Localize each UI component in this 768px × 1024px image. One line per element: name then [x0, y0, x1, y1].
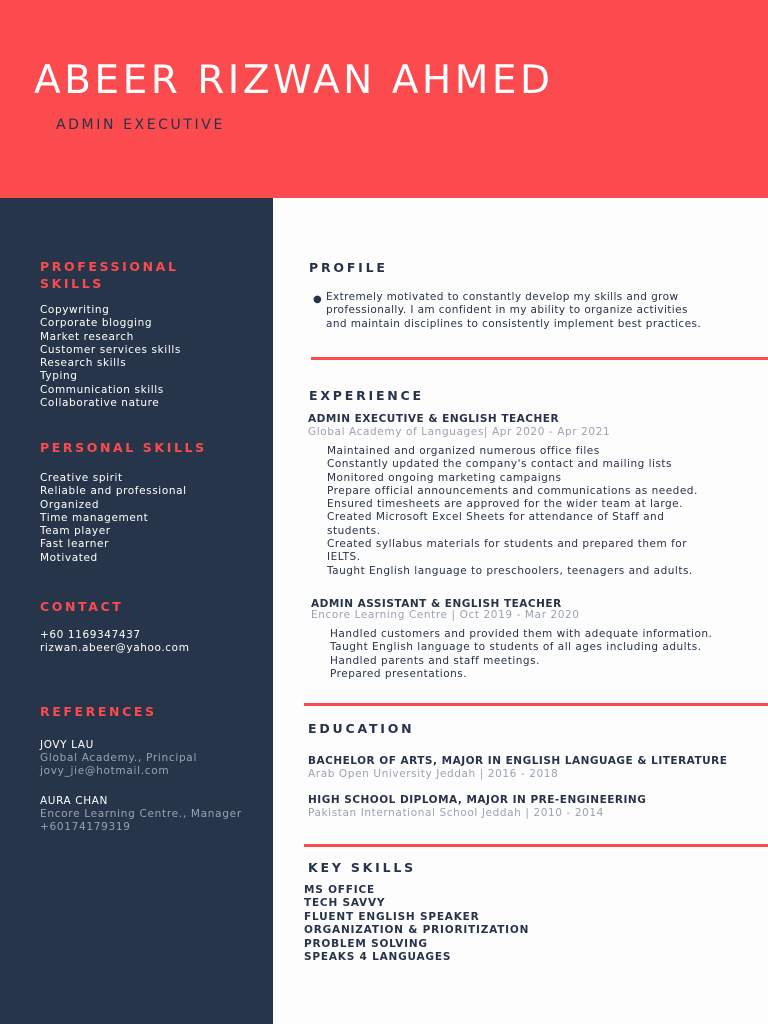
section-divider: [311, 357, 768, 360]
list-item: Reliable and professional: [40, 485, 187, 498]
list-item: Motivated: [40, 551, 98, 564]
list-item: FLUENT ENGLISH SPEAKER: [304, 910, 480, 923]
list-item: Handled parents and staff meetings.: [330, 654, 540, 667]
list-item: Corporate blogging: [40, 317, 153, 330]
section-divider: [304, 703, 768, 706]
key-skills-list: [304, 884, 529, 964]
list-item: Constantly updated the company's contact and mailing lists: [327, 458, 673, 471]
reference-name: JOVY LAU: [40, 739, 94, 751]
job-subtitle: Encore Learning Centre | Oct 2019 - Mar 2020: [311, 609, 580, 621]
list-item: Fast learner: [40, 538, 110, 551]
list-item: Created syllabus materials for students and prepared them for: [327, 538, 688, 551]
reference-org: Encore Learning Centre., Manager: [40, 808, 242, 820]
list-item: Taught English language to students of all ages including adults.: [330, 641, 702, 654]
list-item: Handled customers and provided them with adequate information.: [330, 628, 713, 640]
phone-number[interactable]: +60 1169347437: [40, 629, 141, 641]
profile-line: Extremely motivated to constantly develop my skills and grow: [326, 291, 679, 303]
school-name: Arab Open University Jeddah | 2016 - 2018: [308, 768, 559, 780]
list-item: MS OFFICE: [304, 884, 375, 896]
list-item: Market research: [40, 330, 134, 343]
bullet-icon: ●: [313, 294, 322, 305]
list-item: students.: [327, 524, 381, 537]
school-name: Pakistan International School Jeddah | 2010 - 2014: [308, 807, 604, 819]
list-item: Organized: [40, 498, 100, 511]
contact-list: [40, 629, 190, 656]
degree-title: BACHELOR OF ARTS, MAJOR IN ENGLISH LANGUAGE & LITERATURE: [308, 755, 728, 767]
education-heading: EDUCATION: [308, 721, 415, 736]
section-divider: [304, 844, 768, 847]
professional-skills-heading-line2: SKILLS: [40, 276, 104, 291]
list-item: Customer services skills: [40, 343, 181, 356]
list-item: Prepare official announcements and communications as needed.: [327, 484, 698, 497]
list-item: Monitored ongoing marketing campaigns: [327, 471, 562, 484]
list-item: TECH SAVVY: [304, 897, 386, 910]
list-item: Collaborative nature: [40, 397, 160, 410]
contact-heading: CONTACT: [40, 599, 124, 614]
reference-contact[interactable]: jovy_jie@hotmail.com: [40, 765, 170, 777]
email-address[interactable]: rizwan.abeer@yahoo.com: [40, 642, 190, 655]
professional-skills-heading: [40, 258, 179, 292]
list-item: ORGANIZATION & PRIORITIZATION: [304, 924, 530, 937]
sidebar: [0, 198, 273, 1024]
profile-line: and maintain disciplines to consistently implement best practices.: [326, 317, 702, 330]
personal-skills-list: [40, 472, 187, 565]
professional-skills-heading-line1: PROFESSIONAL: [40, 259, 179, 274]
job-title: ADMIN ASSISTANT & ENGLISH TEACHER: [311, 598, 562, 610]
key-skills-heading: KEY SKILLS: [308, 860, 416, 875]
reference-org: Global Academy., Principal: [40, 752, 198, 764]
job-duties: [327, 445, 698, 578]
professional-skills-list: [40, 304, 181, 410]
profile-heading: PROFILE: [309, 260, 388, 275]
list-item: Communication skills: [40, 383, 164, 396]
job-role: ADMIN EXECUTIVE: [56, 117, 225, 133]
list-item: Creative spirit: [40, 472, 123, 484]
list-item: Taught English language to preschoolers, teenagers and adults.: [327, 564, 693, 577]
list-item: Team player: [40, 525, 111, 538]
job-subtitle: Global Academy of Languages| Apr 2020 - Apr 2021: [308, 426, 611, 438]
reference-name: AURA CHAN: [40, 795, 108, 807]
list-item: Research skills: [40, 357, 127, 370]
experience-heading: EXPERIENCE: [309, 388, 424, 403]
job-duties: [330, 628, 712, 681]
list-item: Copywriting: [40, 304, 110, 316]
list-item: Maintained and organized numerous office files: [327, 445, 600, 457]
list-item: Time management: [40, 511, 149, 524]
list-item: IELTS.: [327, 551, 361, 564]
references-heading: REFERENCES: [40, 704, 157, 719]
list-item: Ensured timesheets are approved for the wider team at large.: [327, 498, 683, 511]
reference-contact[interactable]: +60174179319: [40, 821, 131, 833]
list-item: Created Microsoft Excel Sheets for attendance of Staff and: [327, 511, 665, 524]
person-name: ABEER RIZWAN AHMED: [34, 58, 554, 103]
personal-skills-heading: PERSONAL SKILLS: [40, 440, 207, 455]
list-item: PROBLEM SOLVING: [304, 937, 428, 950]
job-title: ADMIN EXECUTIVE & ENGLISH TEACHER: [308, 413, 560, 425]
header-banner: [0, 0, 768, 198]
profile-text: [326, 291, 726, 331]
profile-line: professionally. I am confident in my ability to organize activities: [326, 304, 688, 317]
list-item: Prepared presentations.: [330, 667, 468, 680]
degree-title: HIGH SCHOOL DIPLOMA, MAJOR IN PRE-ENGINEERING: [308, 794, 647, 806]
list-item: Typing: [40, 370, 78, 383]
list-item: SPEAKS 4 LANGUAGES: [304, 951, 452, 964]
